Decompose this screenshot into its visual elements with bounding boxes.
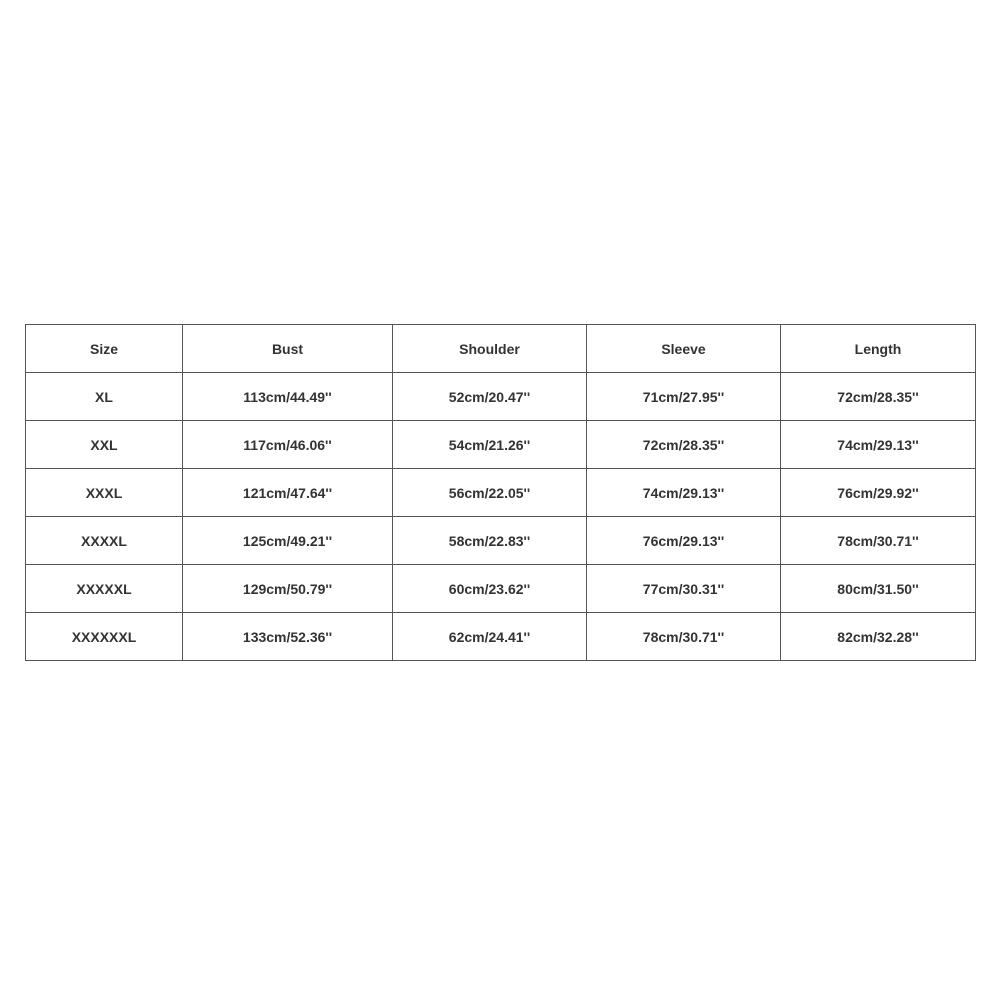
- table-row: [26, 517, 976, 565]
- cell-length: 74cm/29.13'': [781, 421, 976, 469]
- header-shoulder: Shoulder: [393, 325, 587, 373]
- header-length: Length: [781, 325, 976, 373]
- cell-shoulder: 54cm/21.26'': [393, 421, 587, 469]
- cell-shoulder: 60cm/23.62'': [393, 565, 587, 613]
- table-row: [26, 565, 976, 613]
- cell-length: 76cm/29.92'': [781, 469, 976, 517]
- header-sleeve: Sleeve: [587, 325, 781, 373]
- cell-shoulder: 56cm/22.05'': [393, 469, 587, 517]
- cell-length: 80cm/31.50'': [781, 565, 976, 613]
- cell-bust: 113cm/44.49'': [183, 373, 393, 421]
- cell-bust: 117cm/46.06'': [183, 421, 393, 469]
- cell-bust: 121cm/47.64'': [183, 469, 393, 517]
- cell-sleeve: 72cm/28.35'': [587, 421, 781, 469]
- cell-bust: 125cm/49.21'': [183, 517, 393, 565]
- cell-sleeve: 71cm/27.95'': [587, 373, 781, 421]
- cell-sleeve: 77cm/30.31'': [587, 565, 781, 613]
- size-chart-table: [25, 324, 976, 661]
- cell-size: XXXXL: [26, 517, 183, 565]
- cell-bust: 133cm/52.36'': [183, 613, 393, 661]
- cell-size: XXXL: [26, 469, 183, 517]
- table-row: [26, 373, 976, 421]
- cell-length: 72cm/28.35'': [781, 373, 976, 421]
- table-row: [26, 613, 976, 661]
- cell-size: XXL: [26, 421, 183, 469]
- header-size: Size: [26, 325, 183, 373]
- cell-length: 82cm/32.28'': [781, 613, 976, 661]
- cell-shoulder: 58cm/22.83'': [393, 517, 587, 565]
- table-row: [26, 469, 976, 517]
- table-row: [26, 421, 976, 469]
- cell-sleeve: 78cm/30.71'': [587, 613, 781, 661]
- cell-size: XXXXXL: [26, 565, 183, 613]
- cell-shoulder: 52cm/20.47'': [393, 373, 587, 421]
- cell-sleeve: 74cm/29.13'': [587, 469, 781, 517]
- cell-sleeve: 76cm/29.13'': [587, 517, 781, 565]
- table-header-row: [26, 325, 976, 373]
- header-bust: Bust: [183, 325, 393, 373]
- cell-size: XL: [26, 373, 183, 421]
- cell-bust: 129cm/50.79'': [183, 565, 393, 613]
- cell-length: 78cm/30.71'': [781, 517, 976, 565]
- cell-size: XXXXXXL: [26, 613, 183, 661]
- cell-shoulder: 62cm/24.41'': [393, 613, 587, 661]
